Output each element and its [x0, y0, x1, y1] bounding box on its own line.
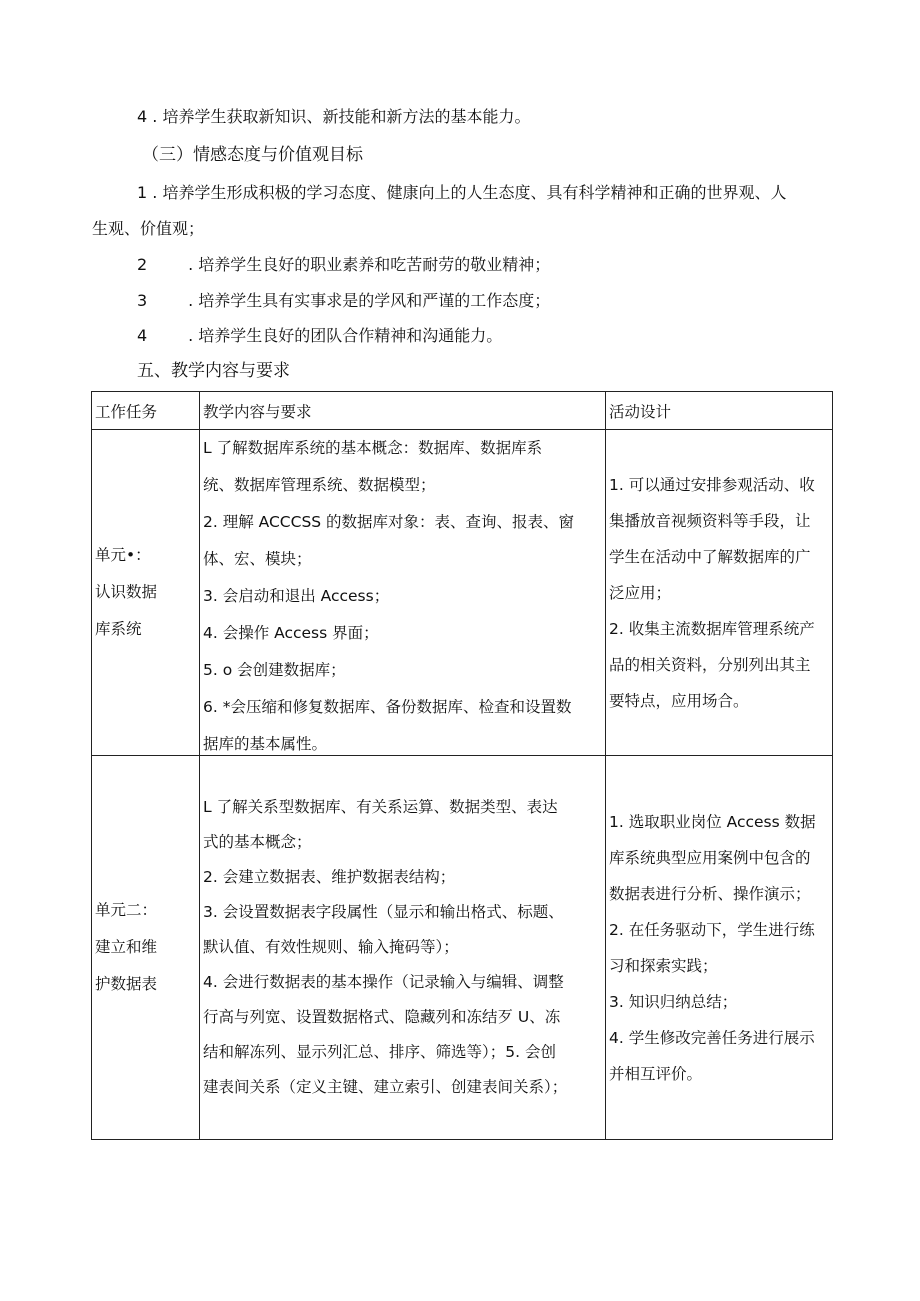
task-line: 护数据表 — [95, 975, 158, 993]
content-line: 结和解冻列、显示列汇总、排序、筛选等）；5. 会创 — [203, 1043, 556, 1061]
activity-cell-unit-2 — [606, 756, 833, 1140]
content-line: 据库的基本属性。 — [203, 735, 328, 753]
activity-line: 泛应用； — [609, 583, 672, 602]
header-cell-task — [92, 392, 200, 430]
task-text — [92, 756, 199, 1139]
activity-line: 学生在活动中了解数据库的广 — [609, 547, 811, 566]
section-heading-content: 五、教学内容与要求 — [137, 361, 290, 381]
paragraph-skill-4 — [137, 106, 530, 128]
content-line: L 了解数据库系统的基本概念：数据库、数据库系 — [203, 439, 543, 457]
task-line: 建立和维 — [95, 938, 158, 956]
activity-text — [606, 756, 832, 1139]
content-cell-unit-2 — [200, 756, 606, 1140]
content-cell-unit-1 — [200, 430, 606, 756]
content-line: 统、数据库管理系统、数据模型； — [203, 476, 436, 494]
item-text: . 培养学生形成积极的学习态度、健康向上的人生态度、具有科学精神和正确的世界观、人 — [152, 183, 787, 202]
content-line: L 了解关系型数据库、有关系运算、数据类型、表达 — [203, 798, 558, 816]
activity-text — [606, 430, 832, 755]
section-heading-values: （三）情感态度与价值观目标 — [142, 145, 363, 165]
table-row — [92, 756, 833, 1140]
table-row — [92, 430, 833, 756]
item-number: 2 — [137, 255, 148, 274]
content-line: 2. 会建立数据表、维护数据表结构； — [203, 868, 456, 886]
content-line: 3. 会启动和退出 Access； — [203, 587, 390, 605]
header-content-label: 教学内容与要求 — [203, 403, 312, 421]
activity-line: 库系统典型应用案例中包含的 — [609, 848, 811, 867]
activity-line: 2. 收集主流数据库管理系统产 — [609, 619, 815, 638]
activity-line: 品的相关资料，分别列出其主 — [609, 655, 811, 674]
item-text: . 培养学生获取新知识、新技能和新方法的基本能力。 — [152, 107, 531, 126]
header-task-label: 工作任务 — [95, 403, 158, 421]
content-line: 3. 会设置数据表字段属性（显示和输出格式、标题、 — [203, 903, 564, 921]
activity-line: 3. 知识归纳总结； — [609, 992, 738, 1011]
paragraph-value-3 — [137, 290, 550, 312]
paragraph-value-1-continued: 生观、价值观； — [92, 219, 205, 238]
content-line: 4. 会进行数据表的基本操作（记录输入与编辑、调整 — [203, 973, 564, 991]
activity-line: 并相互评价。 — [609, 1064, 703, 1083]
task-line: 单元二： — [95, 901, 158, 919]
task-line: 库系统 — [95, 620, 142, 638]
content-line: 体、宏、模块； — [203, 550, 312, 568]
teaching-content-table — [91, 391, 833, 1140]
activity-line: 习和探索实践； — [609, 956, 718, 975]
content-line: 默认值、有效性规则、输入掩码等）； — [203, 938, 459, 956]
activity-line: 4. 学生修改完善任务进行展示 — [609, 1028, 815, 1047]
activity-line: 数据表进行分析、操作演示； — [609, 884, 811, 903]
item-number: 3 — [137, 291, 148, 310]
header-activity-label: 活动设计 — [609, 403, 672, 421]
task-line: 单元•： — [95, 546, 151, 564]
item-text: . 培养学生良好的职业素养和吃苦耐劳的敬业精神； — [188, 255, 551, 274]
activity-line: 1. 可以通过安排参观活动、收 — [609, 475, 815, 494]
header-cell-content — [200, 392, 606, 430]
content-line: 2. 理解 ACCCSS 的数据库对象：表、查询、报表、窗 — [203, 513, 575, 531]
content-line: 6. *会压缩和修复数据库、备份数据库、检查和设置数 — [203, 698, 572, 716]
activity-line: 1. 选取职业岗位 Access 数据 — [609, 812, 816, 831]
item-text: . 培养学生具有实事求是的学风和严谨的工作态度； — [188, 291, 551, 310]
item-number: 4 — [137, 326, 148, 345]
paragraph-value-1 — [137, 182, 786, 204]
activity-line: 2. 在任务驱动下，学生进行练 — [609, 920, 815, 939]
paragraph-value-4 — [137, 325, 502, 347]
activity-cell-unit-1 — [606, 430, 833, 756]
task-cell-unit-2 — [92, 756, 200, 1140]
content-text — [200, 430, 605, 755]
activity-line: 集播放音视频资料等手段，让 — [609, 511, 811, 530]
table-header-row — [92, 392, 833, 430]
task-cell-unit-1 — [92, 430, 200, 756]
item-text: . 培养学生良好的团队合作精神和沟通能力。 — [188, 326, 503, 345]
content-line: 建表间关系（定义主键、建立索引、创建表间关系）； — [203, 1078, 568, 1096]
content-text — [200, 756, 605, 1139]
content-line: 4. 会操作 Access 界面； — [203, 624, 379, 642]
task-text — [92, 430, 199, 755]
content-line: 式的基本概念； — [203, 833, 312, 851]
content-line: 行高与列宽、设置数据格式、隐藏列和冻结歹 U、冻 — [203, 1008, 561, 1026]
item-number: 4 — [137, 107, 148, 126]
header-cell-activity — [606, 392, 833, 430]
paragraph-value-2 — [137, 254, 550, 276]
item-number: 1 — [137, 183, 148, 202]
content-line: 5. o 会创建数据库； — [203, 661, 346, 679]
activity-line: 要特点，应用场合。 — [609, 691, 749, 710]
task-line: 认识数据 — [95, 583, 158, 601]
